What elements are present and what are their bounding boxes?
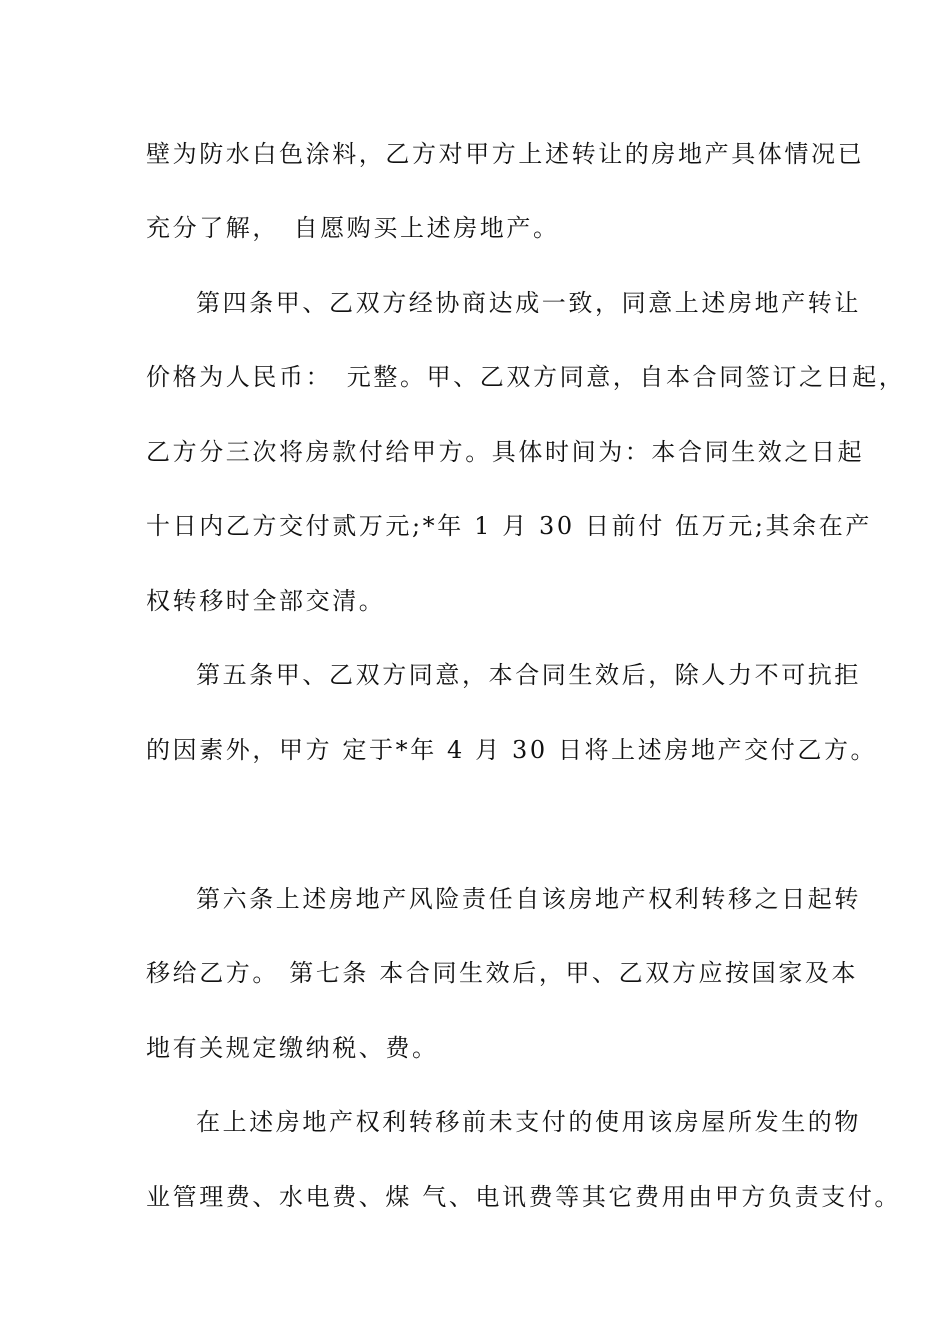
text-line-8: 第五条甲、乙双方同意，本合同生效后，除人力不可抗拒	[196, 661, 861, 689]
text-line-5: 乙方分三次将房款付给甲方。具体时间为：本合同生效之日起	[146, 438, 865, 466]
text-line-4: 价格为人民币： 元整。甲、乙双方同意，自本合同签订之日起，	[146, 363, 906, 391]
text-line-2: 充分了解， 自愿购买上述房地产。	[146, 214, 560, 242]
text-line-6: 十日内乙方交付贰万元;*年 1 月 30 日前付 伍万元;其余在产	[146, 512, 872, 540]
text-line-11: 移给乙方。 第七条 本合同生效后，甲、乙双方应按国家及本	[146, 959, 859, 987]
text-line-13: 在上述房地产权利转移前未支付的使用该房屋所发生的物	[196, 1108, 861, 1136]
text-line-1: 壁为防水白色涂料，乙方对甲方上述转让的房地产具体情况已	[146, 140, 865, 168]
text-line-14: 业管理费、水电费、煤 气、电讯费等其它费用由甲方负责支付。	[146, 1183, 902, 1211]
text-line-10: 第六条上述房地产风险责任自该房地产权利转移之日起转	[196, 885, 861, 913]
text-line-7: 权转移时全部交清。	[146, 587, 386, 615]
text-line-9: 的因素外，甲方 定于*年 4 月 30 日将上述房地产交付乙方。	[146, 736, 878, 764]
text-line-12: 地有关规定缴纳税、费。	[146, 1034, 439, 1062]
text-line-3: 第四条甲、乙双方经协商达成一致，同意上述房地产转让	[196, 289, 861, 317]
